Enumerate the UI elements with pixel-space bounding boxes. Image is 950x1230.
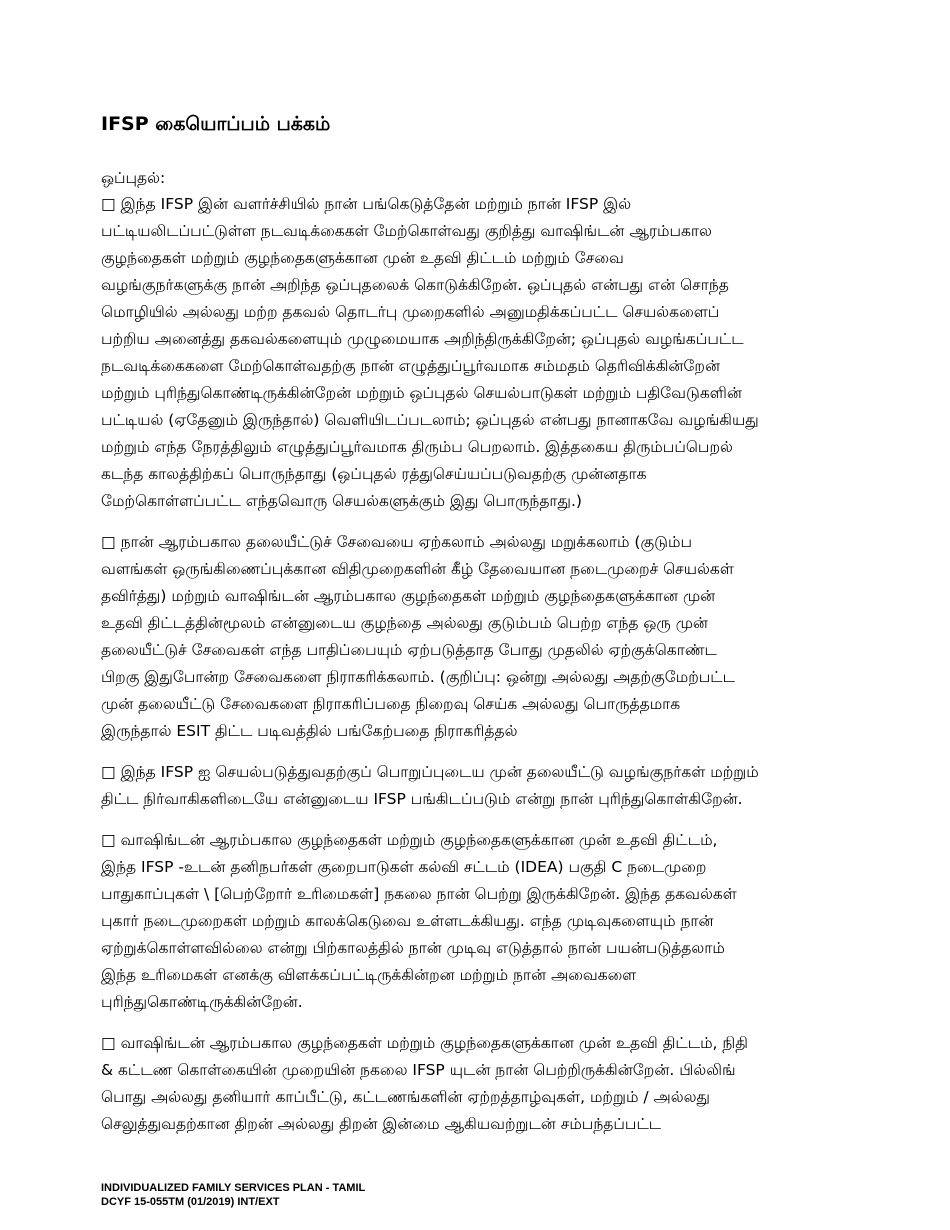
line-text: பட்டியலிடப்பட்டுள்ள நடவடிக்கைகள் மேற்கொள்வது குறித்து வாஷிங்டன் ஆரம்பகால (101, 222, 712, 240)
line-text: இந்த IFSP ஐ செயல்படுத்துவதற்குப் பொறுப்புடைய முன் தலையீட்டு வழங்குநர்கள் மற்றும் (120, 763, 759, 781)
checkbox-icon[interactable]: □ (101, 763, 116, 781)
paragraph-line (101, 380, 901, 407)
line-text: பட்டியல் (ஏதேனும் இருந்தால்) வெளியிடப்படலாம்; ஒப்புதல் என்பது நானாகவே வழங்கியது (101, 411, 759, 429)
line-text: கடந்த காலத்திற்கப் பொருந்தாது (ஒப்புதல் ரத்துசெய்யப்படுவதற்கு முன்னதாக (101, 465, 647, 483)
line-text: இருந்தால் ESIT திட்ட படிவத்தில் பங்கேற்பதை நிராகரித்தல் (101, 722, 518, 740)
paragraph-line (101, 326, 901, 353)
line-text: பிறகு இதுபோன்ற சேவைகளை நிராகரிக்கலாம். (குறிப்பு: ஒன்று அல்லது அதற்குமேற்பட்ட (101, 668, 735, 686)
paragraph-line (101, 272, 901, 299)
paragraph-line (101, 529, 901, 556)
line-text: வாஷிங்டன் ஆரம்பகால குழந்தைகள் மற்றும் குழந்தைகளுக்கான முன் உதவி திட்டம், நிதி (120, 1034, 748, 1052)
line-text: புகார் நடைமுறைகள் மற்றும் காலக்கெடுவை உள்ளடக்கியது. எந்த முடிவுகளையும் நான் (101, 912, 714, 930)
paragraph-line (101, 854, 901, 881)
consent-paragraphs (101, 191, 901, 1138)
checkbox-icon[interactable]: □ (101, 533, 116, 551)
line-text: & கட்டண கொள்கையின் முறையின் நகலை IFSP யுடன் நான் பெற்றிருக்கின்றேன். பில்லிங் (101, 1061, 736, 1079)
consent-paragraph (101, 1030, 901, 1138)
paragraph-line (101, 759, 901, 786)
line-text: முன் தலையீட்டு சேவைகளை நிராகரிப்பதை நிறைவு செய்க அல்லது பொருத்தமாக (101, 695, 681, 713)
page-title: IFSP கையொப்பம் பக்கம் (101, 113, 331, 135)
line-text: தலையீட்டுச் சேவைகள் எந்த பாதிப்பையும் ஏற்படுத்தாத போது முதலில் ஏற்குக்கொண்ட (101, 641, 717, 659)
line-text: வழங்குநர்களுக்கு நான் அறிந்த ஒப்புதலைக் கொடுக்கிறேன். ஒப்புதல் என்பது என் சொந்த (101, 276, 729, 294)
line-text: உதவி திட்டத்தின்மூலம் என்னுடைய குழந்தை அல்லது குடும்பம் பெற்ற எந்த ஒரு முன் (101, 614, 708, 632)
line-text: மற்றும் புரிந்துகொண்டிருக்கின்றேன் மற்றும் ஒப்புதல் செயல்பாடுகள் மற்றும் பதிவேடுகளின் (101, 384, 742, 402)
paragraph-line (101, 488, 901, 515)
paragraph-line (101, 245, 901, 272)
line-text: இந்த IFSP -உடன் தனிநபர்கள் குறைபாடுகள் கல்வி சட்டம் (IDEA) பகுதி C நடைமுறை (101, 858, 707, 876)
line-text: திட்ட நிர்வாகிகளிடையே என்னுடைய IFSP பங்கிடப்படும் என்று நான் புரிந்துகொள்கிறேன். (101, 790, 743, 808)
paragraph-line (101, 407, 901, 434)
line-text: மொழியில் அல்லது மற்ற தகவல் தொடர்பு முறைகளில் அனுமதிக்கப்பட்ட செயல்களைப் (101, 303, 720, 321)
paragraph-line (101, 881, 901, 908)
line-text: இந்த IFSP இன் வளர்ச்சியில் நான் பங்கெடுத்தேன் மற்றும் நான் IFSP இல் (120, 195, 632, 213)
paragraph-line (101, 935, 901, 962)
line-text: குழந்தைகள் மற்றும் குழந்தைகளுக்கான முன் உதவி திட்டம் மற்றும் சேவை (101, 249, 624, 267)
paragraph-line (101, 583, 901, 610)
paragraph-line (101, 191, 901, 218)
paragraph-line (101, 299, 901, 326)
line-text: வளங்கள் ஒருங்கிணைப்புக்கான விதிமுறைகளின் கீழ் தேவையான நடைமுறைச் செயல்கள் (101, 560, 734, 578)
paragraph-line (101, 691, 901, 718)
line-text: பாதுகாப்புகள் \ [பெற்றோர் உரிமைகள்] நகலை நான் பெற்று இருக்கிறேன். இந்த தகவல்கள் (101, 885, 737, 903)
line-text: மற்றும் எந்த நேரத்திலும் எழுத்துப்பூர்வமாக திரும்ப பெறலாம். இத்தகைய திரும்பப்பெறல் (101, 438, 733, 456)
line-text: நான் ஆரம்பகால தலையீட்டுச் சேவையை ஏற்கலாம் அல்லது மறுக்கலாம் (குடும்ப (120, 533, 693, 551)
consent-label: ஒப்புதல்: (101, 169, 166, 187)
paragraph-line (101, 556, 901, 583)
line-text: ஏற்றுக்கொள்ளவில்லை என்று பிற்காலத்தில் நான் முடிவு எடுத்தால் நான் பயன்படுத்தலாம் (101, 939, 725, 957)
line-text: புரிந்துகொண்டிருக்கின்றேன். (101, 993, 303, 1011)
paragraph-line (101, 637, 901, 664)
paragraph-line (101, 434, 901, 461)
line-text: தவிர்த்து) மற்றும் வாஷிங்டன் ஆரம்பகால குழந்தைகள் மற்றும் குழந்தைகளுக்கான முன் (101, 587, 716, 605)
paragraph-line (101, 908, 901, 935)
paragraph-line (101, 827, 901, 854)
line-text: பற்றிய அனைத்து தகவல்களையும் முழுமையாக அறிந்திருக்கிறேன்; ஒப்புதல் வழங்கப்பட்ட (101, 330, 744, 348)
line-text: செலுத்துவதற்கான திறன் அல்லது திறன் இன்மை ஆகியவற்றுடன் சம்பந்தப்பட்ட (101, 1115, 662, 1133)
paragraph-line (101, 989, 901, 1016)
line-text: இந்த உரிமைகள் எனக்கு விளக்கப்பட்டிருக்கின்றன மற்றும் நான் அவைகளை (101, 966, 637, 984)
consent-paragraph (101, 529, 901, 745)
line-text: வாஷிங்டன் ஆரம்பகால குழந்தைகள் மற்றும் குழந்தைகளுக்கான முன் உதவி திட்டம், (120, 831, 718, 849)
paragraph-line (101, 718, 901, 745)
checkbox-icon[interactable]: □ (101, 195, 116, 213)
consent-section (101, 165, 901, 1152)
paragraph-line (101, 1084, 901, 1111)
checkbox-icon[interactable]: □ (101, 1034, 116, 1052)
paragraph-line (101, 1057, 901, 1084)
paragraph-line (101, 786, 901, 813)
line-text: பொது அல்லது தனியார் காப்பீட்டு, கட்டணங்களின் ஏற்றத்தாழ்வுகள், மற்றும் / அல்லது (101, 1088, 710, 1106)
consent-paragraph (101, 191, 901, 515)
paragraph-line (101, 461, 901, 488)
line-text: மேற்கொள்ளப்பட்ட எந்தவொரு செயல்களுக்கும் இது பொருந்தாது.) (101, 492, 582, 510)
form-footer (101, 1181, 901, 1209)
line-text: நடவடிக்கைகளை மேற்கொள்வதற்கு நான் எழுத்துப்பூர்வமாக சம்மதம் தெரிவிக்கின்றேன் (101, 357, 721, 375)
consent-paragraph (101, 827, 901, 1016)
footer-form-title: INDIVIDUALIZED FAMILY SERVICES PLAN - TAMIL (101, 1182, 366, 1194)
paragraph-line (101, 1030, 901, 1057)
paragraph-line (101, 664, 901, 691)
paragraph-line (101, 218, 901, 245)
paragraph-line (101, 962, 901, 989)
paragraph-line (101, 610, 901, 637)
consent-paragraph (101, 759, 901, 813)
paragraph-line (101, 1111, 901, 1138)
checkbox-icon[interactable]: □ (101, 831, 116, 849)
paragraph-line (101, 353, 901, 380)
footer-form-number: DCYF 15-055TM (01/2019) INT/EXT (101, 1196, 280, 1208)
